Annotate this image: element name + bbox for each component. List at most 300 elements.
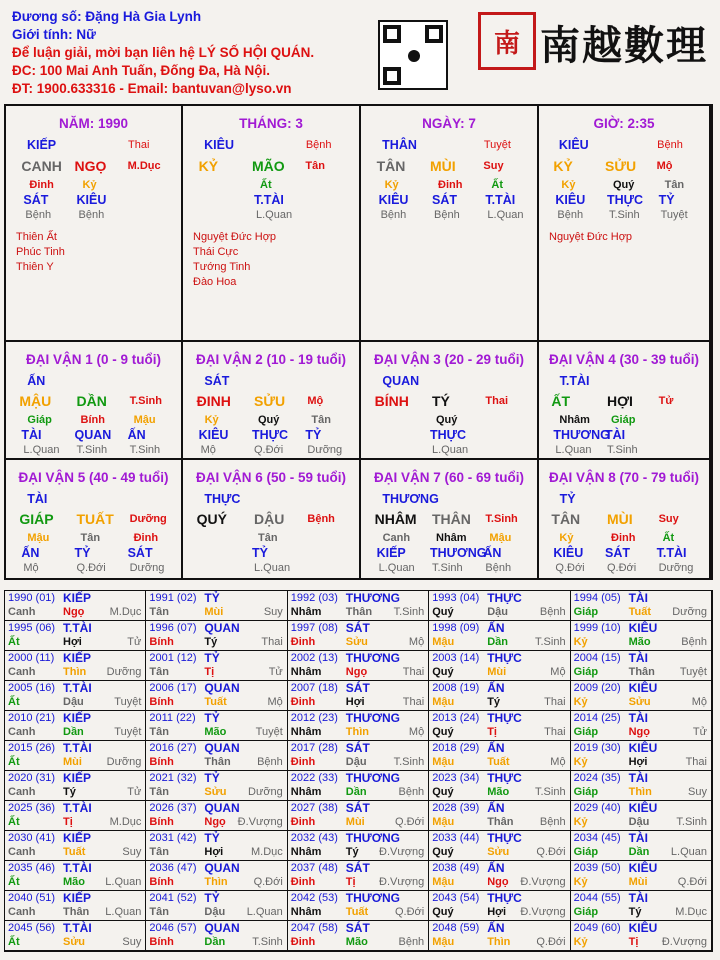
dai-van-cell xyxy=(183,342,361,460)
year-label: 2025 (36) xyxy=(8,802,56,814)
year-can: Kỷ xyxy=(573,876,588,888)
year-phase: Đ.Vượng xyxy=(379,876,425,888)
year-phase: Dưỡng xyxy=(248,786,283,798)
year-shen: KIẾP xyxy=(63,831,92,845)
year-label: 1992 (03) xyxy=(290,592,338,604)
year-phase: Suy xyxy=(122,936,142,948)
year-chi: Thân xyxy=(204,756,231,768)
year-shen: ẤN xyxy=(487,741,505,755)
pillar-star: Nguyệt Đức Hợp xyxy=(549,231,633,243)
dai-van-phase: T.Sinh xyxy=(607,444,638,456)
year-can: Mậu xyxy=(432,876,455,888)
dai-van-hidden-stem: Tân xyxy=(258,532,278,544)
year-chi: Dậu xyxy=(487,606,508,618)
year-shen: TÀI xyxy=(628,831,648,845)
year-chi: Thìn xyxy=(487,936,511,948)
year-chi: Tý xyxy=(204,636,218,648)
year-phase: T.Sinh xyxy=(252,936,283,948)
year-cell xyxy=(288,921,429,951)
pillar-hidden-shen: TỶ xyxy=(658,193,675,207)
dai-van-cell xyxy=(6,342,183,460)
phone-email-line: ĐT: 1900.633316 - Email: bantuvan@lyso.vn xyxy=(12,81,292,96)
year-cell xyxy=(5,921,146,951)
dai-van-hidden-stem: Ất xyxy=(662,532,675,544)
year-phase: Q.Đới xyxy=(394,816,425,828)
year-chi: Tị xyxy=(63,816,73,828)
year-can: Mậu xyxy=(432,636,455,648)
year-chi: Dần xyxy=(487,636,508,648)
year-cell xyxy=(429,831,570,861)
pillar-shen-top: KIÊU xyxy=(204,138,235,152)
year-chi: Thân xyxy=(63,906,90,918)
year-label: 2032 (43) xyxy=(290,832,338,844)
year-can: Kỷ xyxy=(573,936,588,948)
year-phase: Thai xyxy=(544,726,566,738)
year-shen: SÁT xyxy=(345,681,370,695)
year-shen: KIẾP xyxy=(63,651,92,665)
dai-van-cell xyxy=(539,460,711,580)
dai-van-phase: Q.Đới xyxy=(76,562,106,574)
year-cell xyxy=(429,891,570,921)
dai-van-hidden-stem: Canh xyxy=(382,532,411,544)
dai-van-cell xyxy=(361,342,539,460)
year-cell xyxy=(571,741,712,771)
year-phase: Tử xyxy=(127,636,142,648)
pillar-hidden-stem: Kỷ xyxy=(82,179,97,191)
dai-van-can: QUÝ xyxy=(196,511,227,527)
year-label: 2008 (19) xyxy=(432,682,480,694)
year-label: 2010 (21) xyxy=(8,712,56,724)
year-shen: KIÊU xyxy=(628,801,658,815)
dai-van-hidden-stem: Giáp xyxy=(611,414,636,426)
pillar-title: GIỜ: 2:35 xyxy=(593,116,655,131)
year-phase: L.Quan xyxy=(105,876,142,888)
year-phase: Q.Đới xyxy=(536,936,566,948)
year-phase: T.Sinh xyxy=(676,816,707,828)
year-cell xyxy=(5,621,146,651)
year-phase: Thai xyxy=(402,666,425,678)
year-phase: Thai xyxy=(402,696,425,708)
year-shen: T.TÀI xyxy=(63,741,92,755)
year-can: Canh xyxy=(8,666,36,678)
year-shen: QUAN xyxy=(204,681,240,695)
year-label: 2035 (46) xyxy=(8,862,56,874)
dai-van-phase: L.Quan xyxy=(432,444,469,456)
year-phase: Mộ xyxy=(408,636,425,648)
pillar-ganzhi: SỬU xyxy=(605,158,637,174)
year-label: 2041 (52) xyxy=(149,892,197,904)
dai-van-phase: T.Sinh xyxy=(432,562,463,574)
pillar-hidden-stem: Tân xyxy=(664,179,685,191)
dai-van-phase: Q.Đới xyxy=(607,562,637,574)
year-cell xyxy=(5,591,146,621)
year-label: 2029 (40) xyxy=(573,802,621,814)
dai-van-chi: DẦN xyxy=(76,393,107,409)
pillar-cell xyxy=(361,106,539,342)
pillar-hidden-shen: T.TÀI xyxy=(485,193,516,207)
pillar-hidden-state: Tuyệt xyxy=(660,209,688,221)
dai-van-state: Dưỡng xyxy=(129,513,167,525)
year-can: Bính xyxy=(149,636,174,648)
year-cell xyxy=(5,831,146,861)
pillar-ganzhi: TÂN xyxy=(376,158,406,174)
year-can: Nhâm xyxy=(290,786,322,798)
dai-van-hidden-stem: Tân xyxy=(311,414,331,426)
year-label: 1997 (08) xyxy=(290,622,338,634)
year-cell xyxy=(571,591,712,621)
year-phase: Tuyệt xyxy=(114,696,142,708)
dai-van-title: ĐẠI VẬN 6 (50 - 59 tuổi) xyxy=(195,470,347,485)
year-phase: Bệnh xyxy=(398,786,425,798)
year-phase: T.Sinh xyxy=(393,606,425,618)
year-shen: THƯƠNG xyxy=(345,651,400,665)
dai-van-chi: DẬU xyxy=(254,511,285,527)
pillar-cell xyxy=(6,106,183,342)
year-phase: Suy xyxy=(688,786,707,798)
year-shen: TỶ xyxy=(204,711,220,725)
year-label: 2000 (11) xyxy=(8,652,55,664)
logo-text: 南越數理 xyxy=(540,22,708,69)
year-chi: Mão xyxy=(628,636,651,648)
dai-van-hidden-stem: Kỷ xyxy=(559,532,574,544)
dai-van-hidden-shen: TỶ xyxy=(252,546,268,560)
year-shen: THƯƠNG xyxy=(345,771,400,785)
year-chi: Thìn xyxy=(63,666,87,678)
year-shen: TÀI xyxy=(628,771,648,785)
dai-van-chi: TÝ xyxy=(432,393,450,409)
year-chi: Tị xyxy=(487,726,497,738)
year-can: Mậu xyxy=(432,816,455,828)
year-cell xyxy=(146,861,287,891)
year-chi: Sửu xyxy=(487,846,510,858)
dai-van-shen: ẤN xyxy=(27,374,46,388)
year-can: Tân xyxy=(149,846,169,858)
year-label: 1991 (02) xyxy=(149,592,197,604)
year-chi: Sửu xyxy=(204,786,227,798)
pillar-cell xyxy=(183,106,361,342)
dai-van-phase: Bệnh xyxy=(485,562,512,574)
year-chi: Sửu xyxy=(63,936,86,948)
year-cell xyxy=(288,771,429,801)
year-cell xyxy=(146,651,287,681)
year-can: Nhâm xyxy=(290,666,322,678)
year-cell xyxy=(429,621,570,651)
year-chi: Tý xyxy=(487,696,501,708)
year-chi: Mùi xyxy=(204,606,224,618)
pillar-hidden-state: T.Sinh xyxy=(609,209,640,221)
year-can: Đinh xyxy=(290,816,316,828)
year-phase: Bệnh xyxy=(539,816,566,828)
year-can: Đinh xyxy=(290,936,316,948)
year-chi: Dậu xyxy=(345,756,367,768)
year-cell xyxy=(288,621,429,651)
year-chi: Mão xyxy=(487,786,510,798)
pillar-ganzhi: KỶ xyxy=(553,158,573,174)
pillar-state-top: Thai xyxy=(128,139,150,151)
pillar-ganzhi: NGỌ xyxy=(74,158,107,174)
pillar-hidden-state: Bệnh xyxy=(557,209,584,221)
year-label: 2037 (48) xyxy=(290,862,338,874)
year-can: Quý xyxy=(432,606,454,618)
year-shen: TỶ xyxy=(204,891,220,905)
year-chi: Tị xyxy=(204,666,215,678)
year-can: Canh xyxy=(8,726,36,738)
pillar-hidden-shen: T.TÀI xyxy=(254,193,284,207)
dai-van-shen: TỶ xyxy=(559,492,576,506)
year-cell xyxy=(571,681,712,711)
year-cell xyxy=(571,861,712,891)
dai-van-hidden-shen: TÀI xyxy=(605,428,626,442)
dai-van-hidden-shen: KIÊU xyxy=(553,546,584,560)
pillar-hidden-stem: Kỷ xyxy=(561,179,576,191)
dai-van-shen: T.TÀI xyxy=(559,374,590,388)
year-phase: M.Dục xyxy=(109,606,142,618)
dai-van-hidden-stem: Giáp xyxy=(27,414,52,426)
year-shen: T.TÀI xyxy=(63,681,92,695)
year-chi: Tý xyxy=(63,786,76,798)
dai-van-hidden-shen: SÁT xyxy=(605,546,630,560)
dai-van-chi: HỢI xyxy=(607,393,633,409)
year-phase: Thai xyxy=(685,756,707,768)
dai-van-hidden-stem: Quý xyxy=(436,414,458,426)
year-label: 2026 (37) xyxy=(149,802,197,814)
year-label: 2031 (42) xyxy=(149,832,197,844)
year-can: Tân xyxy=(149,726,169,738)
year-shen: THƯƠNG xyxy=(345,711,400,725)
pillar-shen-top: KIẾP xyxy=(26,138,57,152)
year-label: 2048 (59) xyxy=(432,922,480,934)
year-shen: KIẾP xyxy=(63,771,92,785)
year-shen: QUAN xyxy=(204,921,240,935)
year-chi: Tý xyxy=(628,906,642,918)
year-shen: THỰC xyxy=(487,771,522,785)
year-chi: Thân xyxy=(487,816,514,828)
year-chi: Hợi xyxy=(204,846,224,858)
year-shen: QUAN xyxy=(204,621,240,635)
pillar-star: Thái Cực xyxy=(193,246,239,258)
year-label: 2015 (26) xyxy=(8,742,56,754)
pillar-ganzhi: CANH xyxy=(21,158,62,174)
year-chi: Thân xyxy=(345,606,373,618)
year-shen: TỶ xyxy=(204,771,220,785)
year-cell xyxy=(5,681,146,711)
year-can: Giáp xyxy=(573,726,599,738)
year-chi: Tuất xyxy=(63,846,86,858)
year-label: 1990 (01) xyxy=(8,592,56,604)
year-shen: THƯƠNG xyxy=(345,891,400,905)
dai-van-hidden-stem: Bính xyxy=(80,414,105,426)
year-shen: ẤN xyxy=(487,921,505,935)
year-chi: Tuất xyxy=(204,696,227,708)
dai-van-state: Suy xyxy=(658,513,679,525)
year-label: 2009 (20) xyxy=(573,682,621,694)
year-cell xyxy=(429,711,570,741)
year-phase: L.Quan xyxy=(105,906,142,918)
year-can: Đinh xyxy=(290,756,316,768)
year-phase: M.Dục xyxy=(675,906,707,918)
year-label: 2018 (29) xyxy=(432,742,480,754)
year-chi: Ngọ xyxy=(63,606,85,618)
year-label: 2014 (25) xyxy=(573,712,621,724)
dai-van-title: ĐẠI VẬN 2 (10 - 19 tuổi) xyxy=(195,352,347,367)
year-label: 2005 (16) xyxy=(8,682,56,694)
year-shen: QUAN xyxy=(204,861,240,875)
year-label: 2007 (18) xyxy=(290,682,338,694)
year-phase: Thai xyxy=(544,696,566,708)
year-phase: Dưỡng xyxy=(106,666,142,678)
year-can: Canh xyxy=(8,906,36,918)
year-shen: ẤN xyxy=(487,621,505,635)
year-label: 2020 (31) xyxy=(8,772,56,784)
dai-van-shen: SÁT xyxy=(204,374,230,388)
year-shen: T.TÀI xyxy=(63,921,92,935)
pillar-hidden-shen: KIÊU xyxy=(555,193,586,207)
year-can: Giáp xyxy=(573,846,599,858)
year-phase: T.Sinh xyxy=(535,786,566,798)
pillar-title: NGÀY: 7 xyxy=(422,116,476,131)
year-can: Kỷ xyxy=(573,756,588,768)
year-chi: Thân xyxy=(628,666,655,678)
year-cell xyxy=(5,741,146,771)
dai-van-can: GIÁP xyxy=(19,511,54,527)
dai-van-hidden-shen: ẤN xyxy=(483,546,502,560)
year-cell xyxy=(571,621,712,651)
pillar-hidden-state: L.Quan xyxy=(487,209,524,221)
pillar-state-top: Bệnh xyxy=(657,139,683,151)
dai-van-state: Mộ xyxy=(307,395,324,407)
year-phase: Đ.Vượng xyxy=(661,936,707,948)
year-shen: THỰC xyxy=(487,651,522,665)
year-label: 2017 (28) xyxy=(290,742,338,754)
dai-van-hidden-stem: Đinh xyxy=(611,532,636,544)
year-label: 2023 (34) xyxy=(432,772,480,784)
year-can: Quý xyxy=(432,906,454,918)
year-shen: TỶ xyxy=(204,591,220,605)
year-chi: Dậu xyxy=(204,906,226,918)
year-shen: KIÊU xyxy=(628,921,658,935)
year-label: 2004 (15) xyxy=(573,652,621,664)
year-phase: Bệnh xyxy=(539,606,566,618)
dai-van-shen: TÀI xyxy=(27,492,48,506)
year-label: 1996 (07) xyxy=(149,622,197,634)
dai-van-cell xyxy=(183,460,361,580)
dai-van-hidden-shen: ẤN xyxy=(21,546,40,560)
year-shen: SÁT xyxy=(345,741,370,755)
year-can: Canh xyxy=(8,786,36,798)
year-cell xyxy=(571,891,712,921)
dai-van-can: ĐINH xyxy=(196,393,231,409)
year-cell xyxy=(571,651,712,681)
dai-van-can: TÂN xyxy=(551,511,581,527)
year-cell xyxy=(429,921,570,951)
year-label: 1998 (09) xyxy=(432,622,480,634)
yearly-grid xyxy=(4,590,713,952)
year-can: Ất xyxy=(8,936,20,948)
year-label: 2049 (60) xyxy=(573,922,621,934)
year-chi: Mùi xyxy=(628,876,648,888)
year-phase: Q.Đới xyxy=(394,906,425,918)
year-cell xyxy=(288,711,429,741)
year-phase: Tử xyxy=(268,666,283,678)
pillar-hidden-state: Bệnh xyxy=(78,209,105,221)
pillar-ganzhi: Suy xyxy=(483,160,504,172)
year-shen: KIÊU xyxy=(628,621,658,635)
year-shen: SÁT xyxy=(345,621,370,635)
dai-van-chi: THÂN xyxy=(432,511,471,527)
dai-van-cell xyxy=(361,460,539,580)
dai-van-chi: MÙI xyxy=(607,511,633,527)
dai-van-hidden-shen: TÀI xyxy=(21,428,42,442)
dai-van-phase: Dưỡng xyxy=(658,562,694,574)
contact-line: Để luận giải, mời bạn liên hệ LÝ SỐ HỘI QUÁN. xyxy=(12,45,315,60)
year-cell xyxy=(288,681,429,711)
dai-van-hidden-stem: Nhâm xyxy=(436,532,467,544)
dai-van-hidden-shen: QUAN xyxy=(74,428,112,442)
year-shen: SÁT xyxy=(345,801,370,815)
year-shen: TỶ xyxy=(204,651,220,665)
dai-van-shen: QUAN xyxy=(382,374,420,388)
year-can: Bính xyxy=(149,696,174,708)
year-can: Đinh xyxy=(290,636,316,648)
dai-van-phase: T.Sinh xyxy=(129,444,161,456)
year-can: Mậu xyxy=(432,936,455,948)
dai-van-state: Thai xyxy=(485,395,509,407)
year-label: 2012 (23) xyxy=(290,712,338,724)
header-info xyxy=(12,8,314,98)
year-chi: Ngọ xyxy=(204,816,226,828)
year-shen: KIẾP xyxy=(63,711,92,725)
year-shen: KIÊU xyxy=(628,861,658,875)
dai-van-hidden-shen: TỶ xyxy=(74,546,91,560)
dai-van-hidden-stem: Mậu xyxy=(27,532,50,544)
dai-van-phase: Q.Đới xyxy=(555,562,585,574)
year-can: Bính xyxy=(149,816,174,828)
dai-van-cell xyxy=(539,342,711,460)
year-can: Ất xyxy=(8,636,20,648)
dai-van-phase: L.Quan xyxy=(254,562,291,574)
pillar-star: Thiên Ất xyxy=(16,231,57,243)
year-phase: Tuyệt xyxy=(679,666,707,678)
dai-van-cell xyxy=(6,460,183,580)
pillar-shen-top: KIÊU xyxy=(558,138,589,152)
year-chi: Dậu xyxy=(628,816,650,828)
year-shen: SÁT xyxy=(345,921,370,935)
year-phase: Bệnh xyxy=(257,756,283,768)
year-label: 1993 (04) xyxy=(432,592,480,604)
pillar-star: Tướng Tinh xyxy=(193,261,251,273)
year-label: 2042 (53) xyxy=(290,892,338,904)
year-cell xyxy=(429,591,570,621)
year-chi: Tuất xyxy=(628,606,651,618)
year-shen: T.TÀI xyxy=(63,621,92,635)
year-cell xyxy=(429,681,570,711)
year-cell xyxy=(146,801,287,831)
year-can: Canh xyxy=(8,606,36,618)
dai-van-hidden-stem: Quý xyxy=(258,414,280,426)
year-shen: THƯƠNG xyxy=(345,831,400,845)
year-phase: Bệnh xyxy=(398,936,425,948)
dai-van-phase: L.Quan xyxy=(378,562,415,574)
year-can: Ất xyxy=(8,876,20,888)
dai-van-can: MẬU xyxy=(19,393,52,409)
year-cell xyxy=(288,591,429,621)
year-chi: Sửu xyxy=(345,636,368,648)
year-cell xyxy=(5,891,146,921)
year-shen: TÀI xyxy=(628,591,648,605)
dai-van-shen: THƯƠNG xyxy=(382,492,439,506)
dai-van-hidden-shen: TỶ xyxy=(305,428,322,442)
year-chi: Dần xyxy=(628,846,650,858)
